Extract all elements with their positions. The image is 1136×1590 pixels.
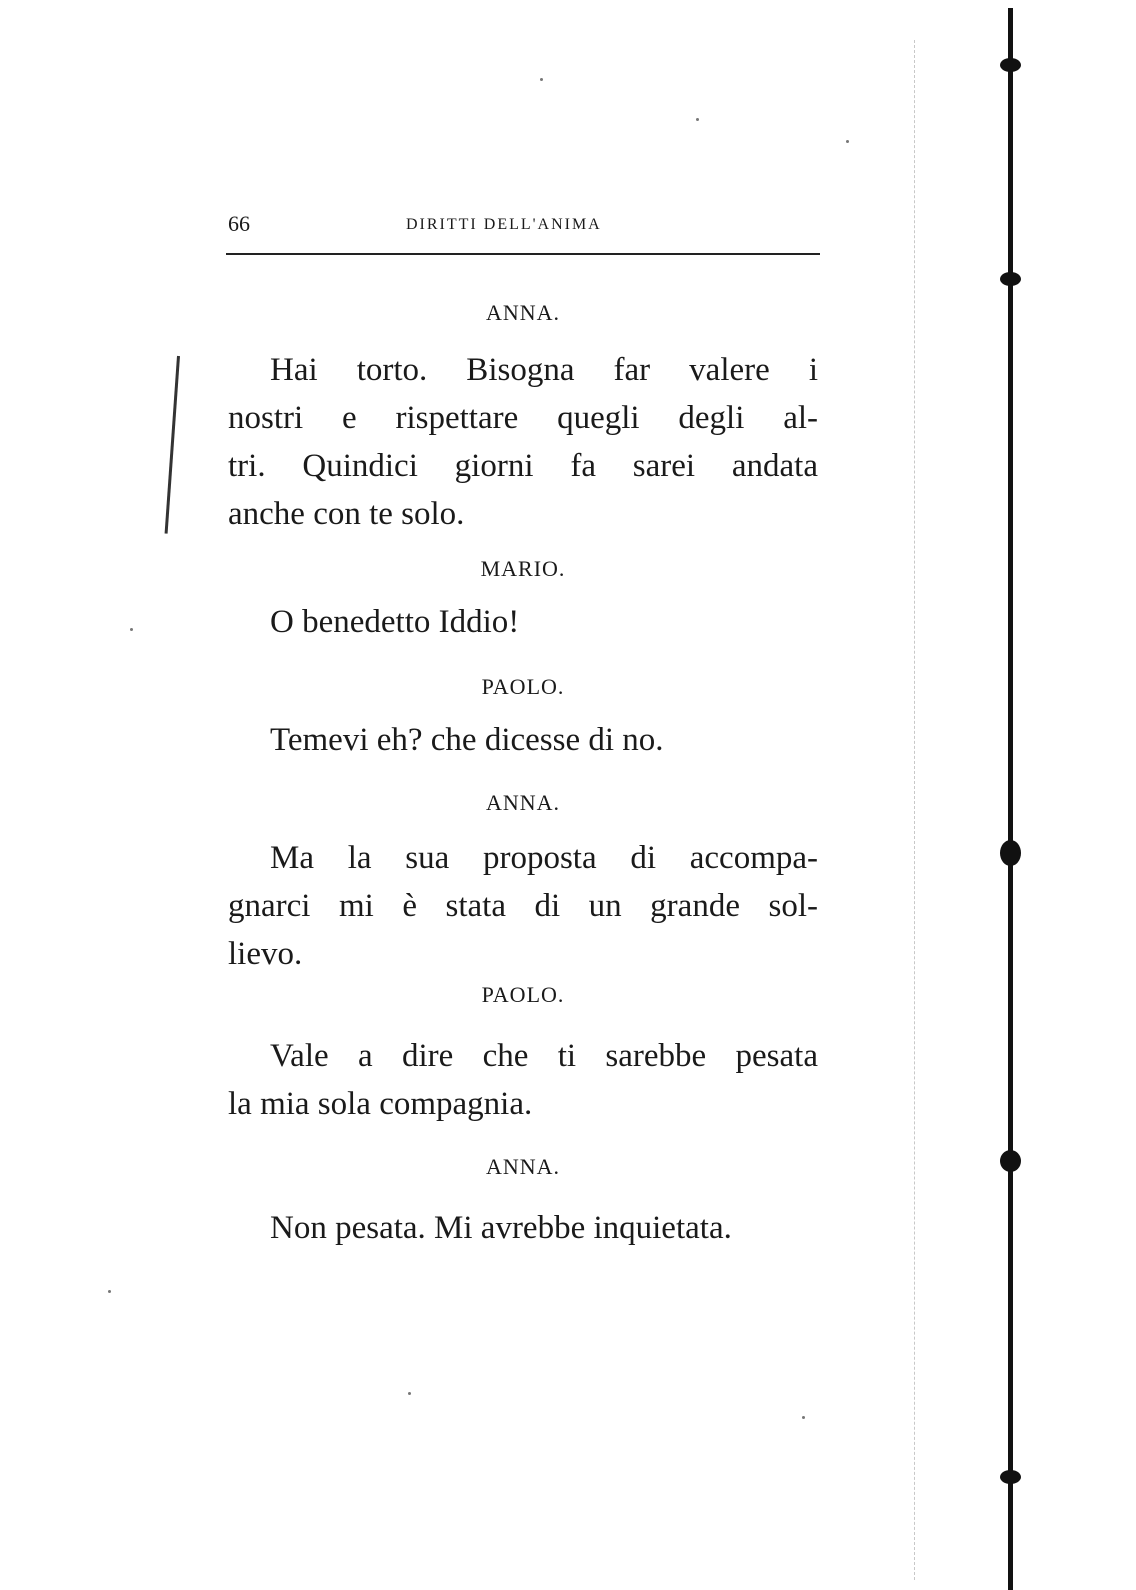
paper-speck [802, 1416, 805, 1419]
binding-knot [1000, 840, 1021, 866]
speech-text [228, 1032, 818, 1128]
speech-line: nostri e rispettare quegli degli al- [228, 400, 818, 436]
speech-text [228, 1204, 818, 1252]
paper-speck [696, 118, 699, 121]
speaker-name: ANNA. [485, 790, 561, 815]
speaker-name: MARIO. [480, 556, 566, 581]
speaker-name: ANNA. [485, 1154, 561, 1179]
speech-line: Temevi eh? che dicesse di no. [270, 722, 664, 758]
binding-knot [1000, 1470, 1021, 1484]
binding-knot [1000, 58, 1021, 72]
speech-line: tri. Quindici giorni fa sarei andata [228, 448, 818, 484]
speaker-name: PAOLO. [481, 674, 565, 699]
paper-speck [540, 78, 543, 81]
speech-line: Vale a dire che ti sarebbe pesata [270, 1038, 818, 1074]
paper-speck [108, 1290, 111, 1293]
binding-thread [1008, 8, 1013, 1590]
paper-speck [130, 628, 133, 631]
binding-knot [1000, 1150, 1021, 1172]
page-fold [914, 40, 915, 1580]
margin-pencil-mark [165, 356, 180, 534]
speech-text [228, 346, 818, 538]
speaker-name: ANNA. [485, 300, 561, 325]
speech-line: Non pesata. Mi avrebbe inquietata. [270, 1210, 732, 1246]
speech-line: gnarci mi è stata di un grande sol- [228, 888, 818, 924]
page-number: 66 [228, 211, 250, 236]
speech-text [228, 598, 818, 646]
speech-line: Ma la sua proposta di accompa- [270, 840, 818, 876]
paper-speck [408, 1392, 411, 1395]
header-rule [226, 253, 820, 255]
speech-text [228, 716, 818, 764]
speech-line: O benedetto Iddio! [270, 604, 520, 640]
speech-line: Hai torto. Bisogna far valere i [270, 352, 818, 388]
speaker-name: PAOLO. [481, 982, 565, 1007]
page-header [228, 212, 818, 236]
speech-line: anche con te solo. [228, 496, 465, 532]
speech-line: la mia sola compagnia. [228, 1086, 533, 1122]
running-title: DIRITTI DELL'ANIMA [406, 216, 602, 233]
binding-knot [1000, 272, 1021, 286]
speech-text [228, 834, 818, 978]
paper-speck [846, 140, 849, 143]
speech-line: lievo. [228, 936, 303, 972]
